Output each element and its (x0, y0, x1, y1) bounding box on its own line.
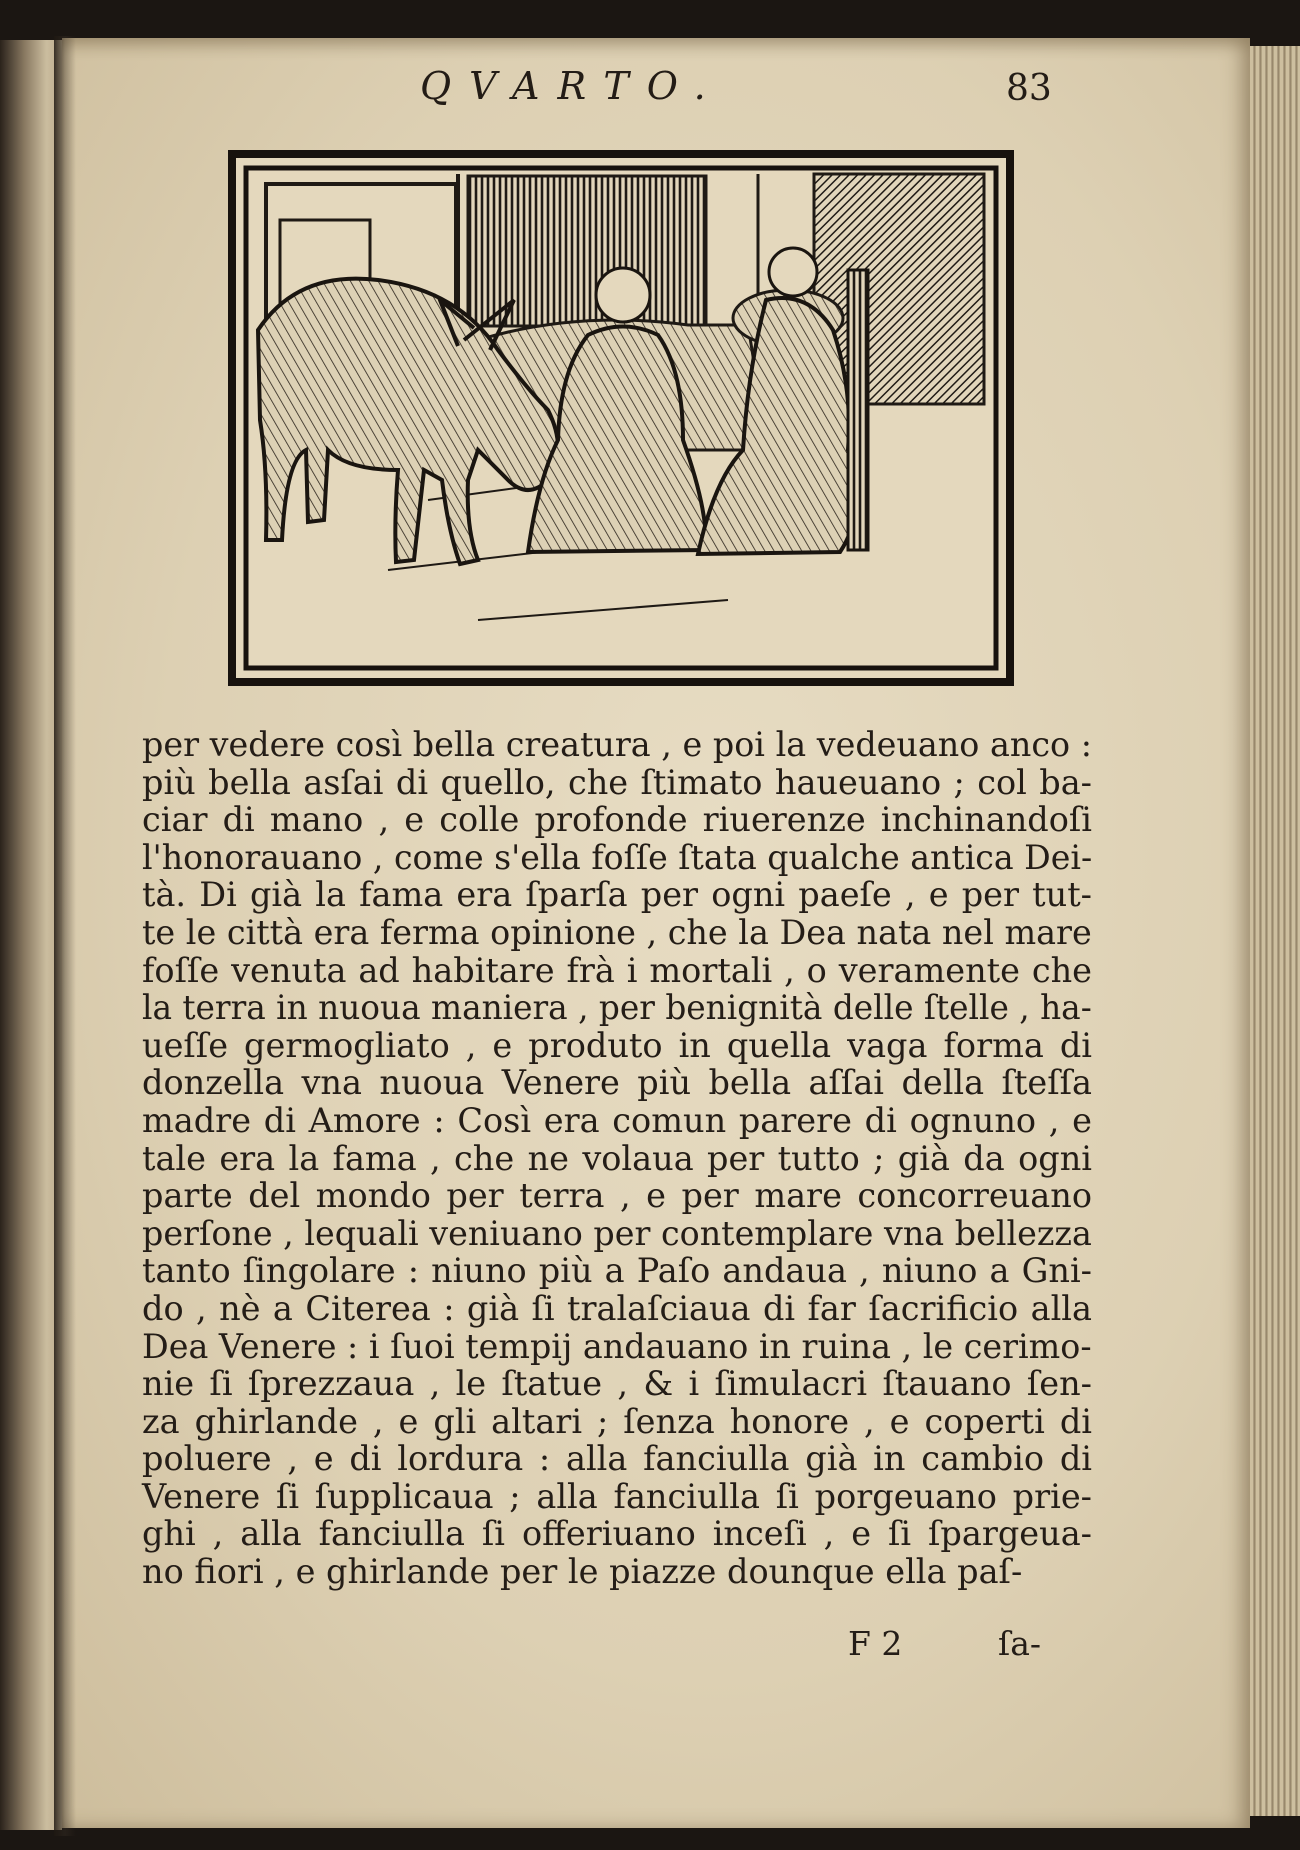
text-line: ghi , alla fanciulla ſi offeriuano inceſi , e ſi ſpargeua- (142, 1514, 1092, 1554)
text-line: no fiori , e ghirlande per le piazze dounque ella paſ- (142, 1552, 1023, 1592)
woodcut-man-head (769, 248, 817, 296)
woodcut-woman-head (596, 268, 650, 322)
text-line: foſſe venuta ad habitare frà i mortali , o veramente che (142, 950, 1092, 990)
text-line: poluere , e di lordura : alla fanciulla già in cambio di (142, 1439, 1092, 1479)
text-line: tale era la fama , che ne volaua per tutto ; già da ogni (142, 1138, 1092, 1178)
text-line: perſone , lequali veniuano per contemplare vna bellezza (142, 1213, 1092, 1253)
text-line: ueſſe germogliato , e produto in quella vaga forma di (142, 1025, 1092, 1065)
body-text (142, 726, 1092, 1591)
signature-mark: F 2 (848, 1624, 903, 1663)
text-line: nie ſi ſprezzaua , le ſtatue , & i ſimulacri ſtauano ſen- (142, 1364, 1092, 1404)
catchword: ſa- (998, 1624, 1042, 1663)
text-line: più bella asſai di quello, che ſtimato haueuano ; col ba- (142, 762, 1092, 802)
text-line: madre di Amore : Così era comun parere di ognuno , e (142, 1100, 1092, 1140)
woodcut-curtain (468, 176, 706, 326)
text-line: l'honorauano , come s'ella foſſe ſtata qualche antica Dei- (142, 837, 1093, 877)
text-line: Dea Venere : i ſuoi tempij andauano in ruina , le cerimo- (142, 1326, 1092, 1366)
text-line: tà. Di già la fama era ſparſa per ogni paeſe , e per tut- (142, 875, 1092, 915)
text-line: Venere ſi ſupplicaua ; alla fanciulla ſi porgeuano prie- (142, 1476, 1092, 1516)
text-line: te le città era ferma opinione , che la Dea nata nel mare (142, 912, 1092, 952)
page-gutter (54, 36, 76, 1836)
page-stack-edge (1250, 46, 1300, 1816)
woodcut-illustration (228, 150, 1014, 686)
woodcut-chair (848, 270, 868, 550)
text-line: za ghirlande , e gli altari ; ſenza honore , e coperti di (142, 1401, 1092, 1441)
text-line: ciar di mano , e colle profonde riuerenze inchinandoſi (142, 800, 1092, 840)
running-title: QVARTO. (420, 64, 724, 108)
text-line: la terra in nuoua maniera , per benignità delle ſtelle , ha- (142, 988, 1092, 1028)
text-line: per vedere così bella creatura , e poi la vedeuano anco : (142, 725, 1092, 764)
text-line: do , nè a Citerea : già ſi tralaſciaua di far ſacrificio alla (142, 1288, 1092, 1328)
text-line: donzella vna nuoua Venere più bella aſſai della ſteſſa (142, 1063, 1092, 1103)
text-line: tanto ſingolare : niuno più a Paſo andaua , niuno a Gni- (142, 1251, 1092, 1291)
left-page-edge (0, 40, 62, 1830)
page-number: 83 (1006, 68, 1052, 109)
text-line: parte del mondo per terra , e per mare concorreuano (142, 1176, 1092, 1216)
